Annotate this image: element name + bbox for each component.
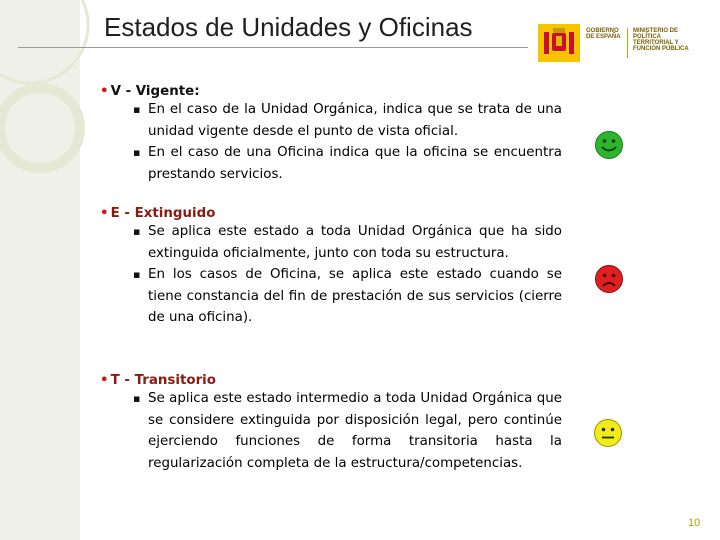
heading-label: V - Vigente:	[110, 84, 200, 99]
logo-separator	[627, 28, 628, 58]
heading-label: E - Extinguido	[110, 206, 216, 221]
bullet-dot: •	[100, 206, 109, 221]
neutral-face-icon	[593, 418, 621, 446]
section-extinguido	[100, 206, 562, 329]
title-underline	[18, 47, 528, 48]
page-title: Estados de Unidades y Oficinas	[104, 12, 473, 42]
section-heading	[100, 373, 562, 388]
section-heading	[100, 84, 562, 99]
list-item: ▪ En el caso de una Oficina indica que la oficina se encuentra prestando servicios.	[148, 142, 562, 185]
happy-face-icon	[594, 130, 622, 158]
coat-of-arms-emblem	[538, 24, 580, 62]
list-item: ▪ En el caso de la Unidad Orgánica, indica que se trata de una unidad vigente desde el punto de vista oficial.	[148, 99, 562, 142]
list-item: ▪ Se aplica este estado a toda Unidad Orgánica que ha sido extinguida oficialmente, junto con toda su estructura.	[148, 221, 562, 264]
sad-face-icon	[594, 264, 622, 292]
logo-government-text: GOBIERNO DE ESPAÑA	[586, 28, 621, 40]
ministry-logo	[538, 24, 698, 62]
section-vigente	[100, 84, 562, 185]
heading-label: T - Transitorio	[110, 373, 216, 388]
list-item: ▪ En los casos de Oficina, se aplica este estado cuando se tiene constancia del fin de prestación de sus servicios (cierre de una oficina).	[148, 264, 562, 329]
list-item: ▪ Se aplica este estado intermedio a toda Unidad Orgánica que se considere extinguida por disposición legal, pero continúe ejerciendo funciones de forma transitoria hasta la regularización completa de la estructura/competencias.	[148, 388, 562, 474]
section-heading	[100, 206, 562, 221]
bullet-dot: •	[100, 84, 109, 99]
bullet-dot: •	[100, 373, 109, 388]
section-transitorio	[100, 373, 562, 474]
page-number: 10	[688, 517, 701, 529]
logo-ministry-text: MINISTERIO DE POLÍTICA TERRITORIAL Y FUNCIÓN PÚBLICA	[633, 28, 689, 52]
